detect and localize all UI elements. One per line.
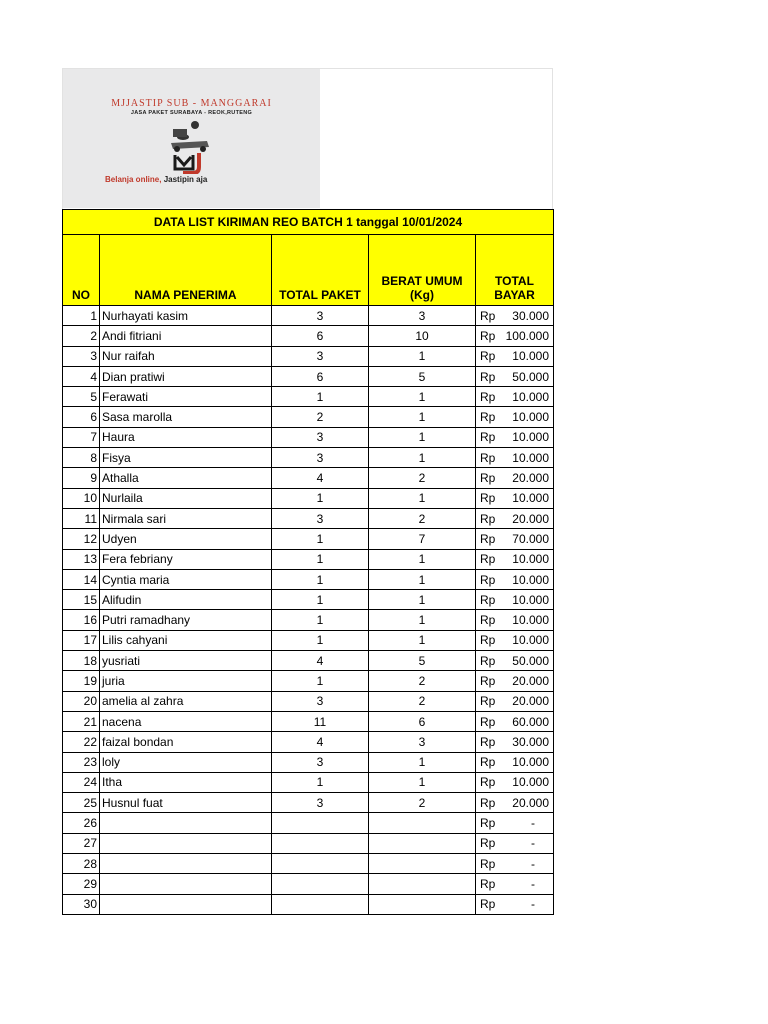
cell-no[interactable]: 15 [63, 590, 100, 610]
cell-no[interactable]: 21 [63, 711, 100, 731]
cell-berat-umum[interactable]: 7 [369, 529, 476, 549]
cell-no[interactable]: 18 [63, 651, 100, 671]
cell-total-bayar[interactable] [476, 387, 554, 407]
cell-berat-umum[interactable]: 1 [369, 752, 476, 772]
cell-total-bayar[interactable] [476, 529, 554, 549]
cell-no[interactable]: 8 [63, 448, 100, 468]
cell-berat-umum[interactable]: 2 [369, 508, 476, 528]
amount-value: 20.000 [512, 694, 549, 709]
cell-berat-umum[interactable] [369, 854, 476, 874]
cell-berat-umum[interactable]: 2 [369, 691, 476, 711]
table-row [63, 854, 554, 874]
cell-total-bayar[interactable] [476, 549, 554, 569]
table-row [63, 508, 554, 528]
cell-no[interactable]: 29 [63, 874, 100, 894]
cell-name[interactable]: faizal bondan [100, 732, 272, 752]
cell-name[interactable] [100, 833, 272, 853]
cell-total-paket[interactable] [272, 833, 369, 853]
currency-label: Rp [480, 734, 496, 749]
amount-value: 10.000 [512, 389, 549, 404]
table-row [63, 468, 554, 488]
cell-berat-umum[interactable]: 1 [369, 549, 476, 569]
currency-label: Rp [480, 410, 496, 425]
currency-label: Rp [480, 491, 496, 506]
cell-berat-umum[interactable]: 3 [369, 732, 476, 752]
shipment-table [62, 209, 554, 915]
cell-berat-umum[interactable] [369, 894, 476, 914]
cell-total-paket[interactable]: 1 [272, 529, 369, 549]
amount-value: 20.000 [512, 795, 549, 810]
header-total-paket: TOTAL PAKET [272, 235, 369, 306]
currency-label: Rp [480, 673, 496, 688]
cell-no[interactable]: 19 [63, 671, 100, 691]
amount-value: - [531, 836, 535, 851]
cell-total-paket[interactable]: 1 [272, 772, 369, 792]
cell-berat-umum[interactable]: 1 [369, 630, 476, 650]
cell-total-bayar[interactable] [476, 306, 554, 326]
currency-label: Rp [480, 653, 496, 668]
currency-label: Rp [480, 349, 496, 364]
cell-berat-umum[interactable] [369, 833, 476, 853]
currency-label: Rp [480, 897, 496, 912]
cell-name[interactable]: Nur raifah [100, 346, 272, 366]
cell-total-paket[interactable] [272, 813, 369, 833]
cell-total-paket[interactable]: 1 [272, 630, 369, 650]
cell-name[interactable] [100, 894, 272, 914]
currency-label: Rp [480, 694, 496, 709]
cell-no[interactable]: 12 [63, 529, 100, 549]
cell-total-bayar[interactable] [476, 366, 554, 386]
cell-name[interactable] [100, 874, 272, 894]
cell-name[interactable]: Ferawati [100, 387, 272, 407]
cell-berat-umum[interactable]: 5 [369, 366, 476, 386]
currency-label: Rp [480, 328, 496, 343]
amount-value: 10.000 [512, 491, 549, 506]
currency-label: Rp [480, 775, 496, 790]
cell-no[interactable]: 24 [63, 772, 100, 792]
header-total-bayar: TOTAL BAYAR [476, 235, 554, 306]
table-row [63, 833, 554, 853]
cell-total-paket[interactable]: 4 [272, 468, 369, 488]
title-row [63, 210, 554, 235]
cell-name[interactable]: Nirmala sari [100, 508, 272, 528]
cell-total-bayar[interactable] [476, 793, 554, 813]
table-row [63, 488, 554, 508]
table-row [63, 387, 554, 407]
currency-label: Rp [480, 755, 496, 770]
cell-no[interactable]: 16 [63, 610, 100, 630]
cell-total-paket[interactable]: 1 [272, 488, 369, 508]
cell-name[interactable]: juria [100, 671, 272, 691]
cell-total-bayar[interactable] [476, 590, 554, 610]
cell-total-paket[interactable]: 2 [272, 407, 369, 427]
table-row [63, 894, 554, 914]
cell-name[interactable]: Cyntia maria [100, 569, 272, 589]
header-no: NO [63, 235, 100, 306]
amount-value: 50.000 [512, 653, 549, 668]
table-row [63, 671, 554, 691]
table-row [63, 366, 554, 386]
amount-value: 100.000 [505, 328, 549, 343]
amount-value: - [531, 816, 535, 831]
cell-total-paket[interactable]: 3 [272, 346, 369, 366]
logo-slogan-part1: Belanja online, [105, 175, 162, 184]
table-row [63, 610, 554, 630]
table-row [63, 569, 554, 589]
amount-value: 10.000 [512, 633, 549, 648]
logo-slogan-part2: Jastipin aja [163, 175, 208, 184]
cell-berat-umum[interactable]: 2 [369, 468, 476, 488]
currency-label: Rp [480, 531, 496, 546]
currency-label: Rp [480, 572, 496, 587]
cell-total-bayar[interactable] [476, 488, 554, 508]
cell-total-paket[interactable]: 3 [272, 752, 369, 772]
cell-total-paket[interactable]: 6 [272, 326, 369, 346]
table-row [63, 448, 554, 468]
cell-name[interactable]: Athalla [100, 468, 272, 488]
cell-total-paket[interactable]: 3 [272, 793, 369, 813]
amount-value: 10.000 [512, 572, 549, 587]
table-row [63, 711, 554, 731]
logo-tagline: JASA PAKET SURABAYA - REOK,RUTENG [130, 110, 253, 116]
cell-total-bayar[interactable] [476, 752, 554, 772]
table-row [63, 752, 554, 772]
table-row [63, 529, 554, 549]
currency-label: Rp [480, 450, 496, 465]
cell-no[interactable]: 13 [63, 549, 100, 569]
amount-value: 70.000 [512, 531, 549, 546]
cell-total-paket[interactable] [272, 894, 369, 914]
cell-berat-umum[interactable] [369, 813, 476, 833]
cell-berat-umum[interactable]: 5 [369, 651, 476, 671]
cell-no[interactable]: 3 [63, 346, 100, 366]
currency-label: Rp [480, 876, 496, 891]
cell-berat-umum[interactable]: 6 [369, 711, 476, 731]
logo-slogan [105, 175, 207, 184]
cell-no[interactable]: 2 [63, 326, 100, 346]
amount-value: 10.000 [512, 592, 549, 607]
cell-total-bayar[interactable] [476, 346, 554, 366]
cell-no[interactable]: 30 [63, 894, 100, 914]
amount-value: 10.000 [512, 755, 549, 770]
table-title: DATA LIST KIRIMAN REO BATCH 1 tanggal 10/01/2024 [63, 210, 554, 235]
currency-label: Rp [480, 471, 496, 486]
cell-name[interactable]: Putri ramadhany [100, 610, 272, 630]
cell-berat-umum[interactable]: 1 [369, 488, 476, 508]
cell-name[interactable]: Nurhayati kasim [100, 306, 272, 326]
amount-value: 20.000 [512, 673, 549, 688]
cell-total-paket[interactable] [272, 874, 369, 894]
logo-row [62, 68, 553, 209]
cell-name[interactable]: Husnul fuat [100, 793, 272, 813]
amount-value: 10.000 [512, 613, 549, 628]
cell-berat-umum[interactable]: 10 [369, 326, 476, 346]
currency-label: Rp [480, 389, 496, 404]
cell-no[interactable]: 23 [63, 752, 100, 772]
cell-name[interactable] [100, 813, 272, 833]
currency-label: Rp [480, 308, 496, 323]
cell-total-paket[interactable]: 1 [272, 610, 369, 630]
cell-berat-umum[interactable]: 1 [369, 772, 476, 792]
table-row [63, 346, 554, 366]
cell-berat-umum[interactable]: 1 [369, 407, 476, 427]
cell-name[interactable]: loly [100, 752, 272, 772]
table-row [63, 590, 554, 610]
header-berat-umum: BERAT UMUM (Kg) [369, 235, 476, 306]
cell-total-paket[interactable]: 4 [272, 732, 369, 752]
cell-total-bayar[interactable] [476, 772, 554, 792]
amount-value: - [531, 897, 535, 912]
table-row [63, 549, 554, 569]
cell-name[interactable]: Dian pratiwi [100, 366, 272, 386]
spreadsheet [62, 68, 553, 915]
table-row [63, 793, 554, 813]
cell-total-paket[interactable]: 3 [272, 691, 369, 711]
cell-total-bayar[interactable] [476, 326, 554, 346]
cell-berat-umum[interactable]: 1 [369, 448, 476, 468]
cell-no[interactable]: 4 [63, 366, 100, 386]
cell-total-paket[interactable]: 3 [272, 427, 369, 447]
table-row [63, 630, 554, 650]
currency-label: Rp [480, 795, 496, 810]
cell-total-bayar[interactable] [476, 732, 554, 752]
cell-total-paket[interactable]: 3 [272, 306, 369, 326]
cell-no[interactable]: 11 [63, 508, 100, 528]
cell-no[interactable]: 27 [63, 833, 100, 853]
header-row [63, 235, 554, 306]
cell-total-paket[interactable]: 1 [272, 671, 369, 691]
currency-label: Rp [480, 592, 496, 607]
cell-name[interactable]: Alifudin [100, 590, 272, 610]
cell-total-paket[interactable]: 1 [272, 569, 369, 589]
courier-logo-icon [163, 119, 223, 174]
cell-no[interactable]: 20 [63, 691, 100, 711]
cell-total-paket[interactable]: 3 [272, 508, 369, 528]
amount-value: 10.000 [512, 349, 549, 364]
cell-total-paket[interactable]: 1 [272, 387, 369, 407]
cell-total-paket[interactable] [272, 854, 369, 874]
cell-no[interactable]: 28 [63, 854, 100, 874]
cell-no[interactable]: 7 [63, 427, 100, 447]
amount-value: 60.000 [512, 714, 549, 729]
cell-no[interactable]: 17 [63, 630, 100, 650]
table-row [63, 813, 554, 833]
amount-value: 10.000 [512, 775, 549, 790]
cell-no[interactable]: 9 [63, 468, 100, 488]
cell-total-bayar[interactable] [476, 874, 554, 894]
amount-value: 10.000 [512, 552, 549, 567]
company-logo [63, 69, 320, 208]
amount-value: 30.000 [512, 308, 549, 323]
cell-total-bayar[interactable] [476, 630, 554, 650]
currency-label: Rp [480, 856, 496, 871]
cell-no[interactable]: 1 [63, 306, 100, 326]
amount-value: 10.000 [512, 430, 549, 445]
cell-berat-umum[interactable]: 1 [369, 590, 476, 610]
currency-label: Rp [480, 714, 496, 729]
cell-name[interactable]: yusriati [100, 651, 272, 671]
cell-berat-umum[interactable]: 1 [369, 569, 476, 589]
cell-berat-umum[interactable] [369, 874, 476, 894]
cell-name[interactable]: Itha [100, 772, 272, 792]
amount-value: 20.000 [512, 471, 549, 486]
currency-label: Rp [480, 613, 496, 628]
cell-name[interactable]: Lilis cahyani [100, 630, 272, 650]
cell-name[interactable]: Fisya [100, 448, 272, 468]
cell-name[interactable]: Fera febriany [100, 549, 272, 569]
amount-value: 30.000 [512, 734, 549, 749]
cell-no[interactable]: 6 [63, 407, 100, 427]
currency-label: Rp [480, 816, 496, 831]
cell-total-bayar[interactable] [476, 448, 554, 468]
cell-total-paket[interactable]: 4 [272, 651, 369, 671]
cell-total-bayar[interactable] [476, 569, 554, 589]
cell-total-paket[interactable]: 1 [272, 590, 369, 610]
table-row [63, 306, 554, 326]
currency-label: Rp [480, 369, 496, 384]
cell-name[interactable]: amelia al zahra [100, 691, 272, 711]
cell-total-bayar[interactable] [476, 407, 554, 427]
currency-label: Rp [480, 430, 496, 445]
amount-value: 10.000 [512, 450, 549, 465]
currency-label: Rp [480, 633, 496, 648]
amount-value: - [531, 876, 535, 891]
cell-total-bayar[interactable] [476, 610, 554, 630]
currency-label: Rp [480, 552, 496, 567]
currency-label: Rp [480, 836, 496, 851]
cell-berat-umum[interactable]: 2 [369, 793, 476, 813]
cell-no[interactable]: 5 [63, 387, 100, 407]
cell-total-bayar[interactable] [476, 813, 554, 833]
amount-value: - [531, 856, 535, 871]
cell-total-bayar[interactable] [476, 854, 554, 874]
cell-total-bayar[interactable] [476, 508, 554, 528]
cell-no[interactable]: 26 [63, 813, 100, 833]
logo-brand: MJJASTIP SUB - MANGGARAI [111, 98, 272, 109]
table-row [63, 651, 554, 671]
table-body [63, 306, 554, 915]
cell-no[interactable]: 22 [63, 732, 100, 752]
table-row [63, 326, 554, 346]
cell-total-bayar[interactable] [476, 833, 554, 853]
amount-value: 10.000 [512, 410, 549, 425]
table-row [63, 407, 554, 427]
cell-name[interactable]: Nurlaila [100, 488, 272, 508]
cell-total-bayar[interactable] [476, 711, 554, 731]
cell-name[interactable]: Andi fitriani [100, 326, 272, 346]
amount-value: 20.000 [512, 511, 549, 526]
cell-no[interactable]: 10 [63, 488, 100, 508]
cell-total-paket[interactable]: 11 [272, 711, 369, 731]
cell-no[interactable]: 14 [63, 569, 100, 589]
table-row [63, 427, 554, 447]
cell-berat-umum[interactable]: 1 [369, 346, 476, 366]
table-row [63, 772, 554, 792]
cell-total-bayar[interactable] [476, 691, 554, 711]
cell-total-bayar[interactable] [476, 468, 554, 488]
cell-total-paket[interactable]: 1 [272, 549, 369, 569]
cell-total-paket[interactable]: 6 [272, 366, 369, 386]
cell-name[interactable]: nacena [100, 711, 272, 731]
cell-name[interactable] [100, 854, 272, 874]
cell-total-bayar[interactable] [476, 651, 554, 671]
cell-berat-umum[interactable]: 2 [369, 671, 476, 691]
table-row [63, 732, 554, 752]
cell-total-bayar[interactable] [476, 894, 554, 914]
cell-no[interactable]: 25 [63, 793, 100, 813]
cell-berat-umum[interactable]: 1 [369, 610, 476, 630]
cell-total-bayar[interactable] [476, 671, 554, 691]
cell-berat-umum[interactable]: 1 [369, 427, 476, 447]
table-row [63, 874, 554, 894]
currency-label: Rp [480, 511, 496, 526]
amount-value: 50.000 [512, 369, 549, 384]
cell-name[interactable]: Udyen [100, 529, 272, 549]
table-row [63, 691, 554, 711]
header-name: NAMA PENERIMA [100, 235, 272, 306]
cell-total-bayar[interactable] [476, 427, 554, 447]
cell-name[interactable]: Sasa marolla [100, 407, 272, 427]
cell-berat-umum[interactable]: 3 [369, 306, 476, 326]
cell-name[interactable]: Haura [100, 427, 272, 447]
cell-berat-umum[interactable]: 1 [369, 387, 476, 407]
cell-total-paket[interactable]: 3 [272, 448, 369, 468]
